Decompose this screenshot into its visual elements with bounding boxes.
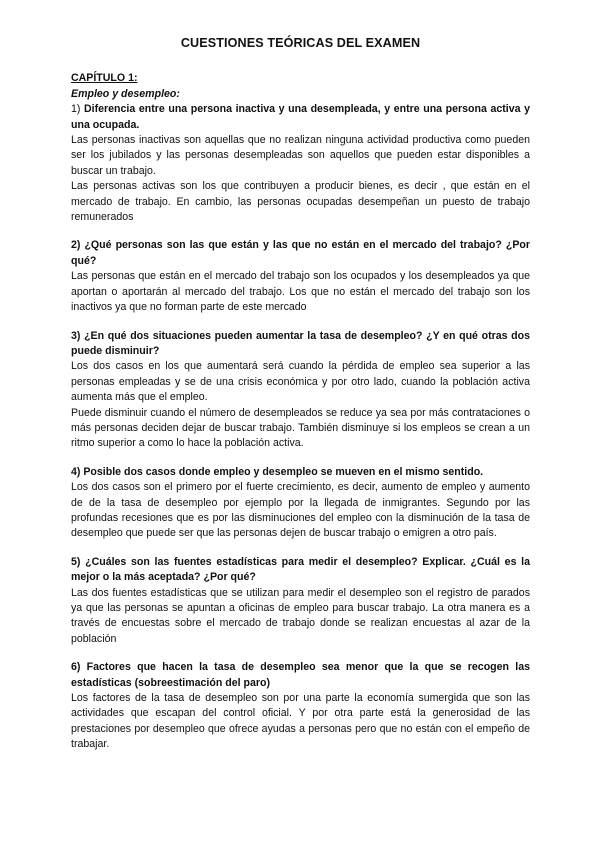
question-2 bbox=[71, 238, 530, 315]
question-title: 2) ¿Qué personas son las que están y las que no están en el mercado del trabajo? ¿Por qué? bbox=[71, 239, 530, 267]
question-3 bbox=[71, 329, 530, 452]
answer-paragraph: Los factores de la tasa de desempleo son por una parte la economía sumergida que son las actividades que escapan del control oficial. Y por otra parte está la generosidad de las prestaciones por desempleo que ofrece ayudas a personas pero que no están con el empeño de trabajar. bbox=[71, 692, 530, 751]
answer-paragraph: Las personas activas son los que contribuyen a producir bienes, es decir , que están en el mercado de trabajo. En cambio, las personas ocupadas desempeñan un puesto de trabajo remunerados bbox=[71, 180, 530, 224]
chapter-heading: CAPÍTULO 1: bbox=[71, 72, 138, 85]
section-heading: Empleo y desempleo: bbox=[71, 87, 180, 100]
question-title: 3) ¿En qué dos situaciones pueden aumentar la tasa de desempleo? ¿Y en qué otras dos puede disminuir? bbox=[71, 329, 530, 357]
answer-paragraph: Las personas que están en el mercado del trabajo son los ocupados y los desempleados ya que aportan o aportarán al mercado del trabajo. Los que no están el mercado del trabajo son los inactivos ya que no forman parte de este mercado bbox=[71, 270, 530, 314]
document-title: CUESTIONES TEÓRICAS DEL EXAMEN bbox=[180, 36, 421, 50]
answer-paragraph: Puede disminuir cuando el número de desempleados se reduce ya sea por más contrataciones o más personas deciden dejar de buscar trabajo. También disminuye si los empleos se crean a un ritmo superior a como lo hace la población activa. bbox=[71, 406, 530, 450]
question-6 bbox=[71, 660, 530, 752]
question-text: Diferencia entre una persona inactiva y una desempleada, y entre una persona activa y una ocupada. bbox=[71, 103, 530, 131]
question-1 bbox=[71, 102, 530, 225]
question-title bbox=[71, 102, 530, 133]
question-title: 6) Factores que hacen la tasa de desempleo sea menor que la que se recogen las estadísticas (sobreestimación del paro) bbox=[71, 661, 530, 689]
answer-paragraph: Los dos casos en los que aumentará será cuando la pérdida de empleo sea superior a las personas empleadas y se de una crisis económica y por otro lado, cuando la población activa aumenta más que el empleo. bbox=[71, 360, 530, 404]
answer-paragraph: Las personas inactivas son aquellas que no realizan ninguna actividad productiva como pueden ser los jubilados y las personas desempleadas son aquellos que pueden estar disponibles a buscar un trabajo. bbox=[71, 134, 530, 177]
question-number: 1) bbox=[71, 103, 81, 116]
question-title: 5) ¿Cuáles son las fuentes estadísticas para medir el desempleo? Explicar. ¿Cuál es la mejor o la más aceptada? ¿Por qué? bbox=[71, 555, 530, 584]
question-5 bbox=[71, 555, 530, 647]
answer-paragraph: Las dos fuentes estadísticas que se utilizan para medir el desempleo son el registro de parados ya que las personas se apuntan a oficinas de empleo para buscar trabajo. La otra manera es a través de encuestas sobre el mercado de trabajo donde se realizan encuestas al azar de la población bbox=[71, 586, 530, 645]
question-title: 4) Posible dos casos donde empleo y desempleo se mueven en el mismo sentido. bbox=[71, 465, 484, 478]
answer-paragraph: Los dos casos son el primero por el fuerte crecimiento, es decir, aumento de empleo y aumento de de la tasa de desempleo por ejemplo por la llegada de inmigrantes. Segundo por las profundas recesiones que es por las disminuciones del empleo con la disminución de la tasa de desempleo que puede ser que las personas dejen de buscar trabajo o emigren a otro país. bbox=[71, 481, 530, 540]
question-4 bbox=[71, 465, 530, 542]
